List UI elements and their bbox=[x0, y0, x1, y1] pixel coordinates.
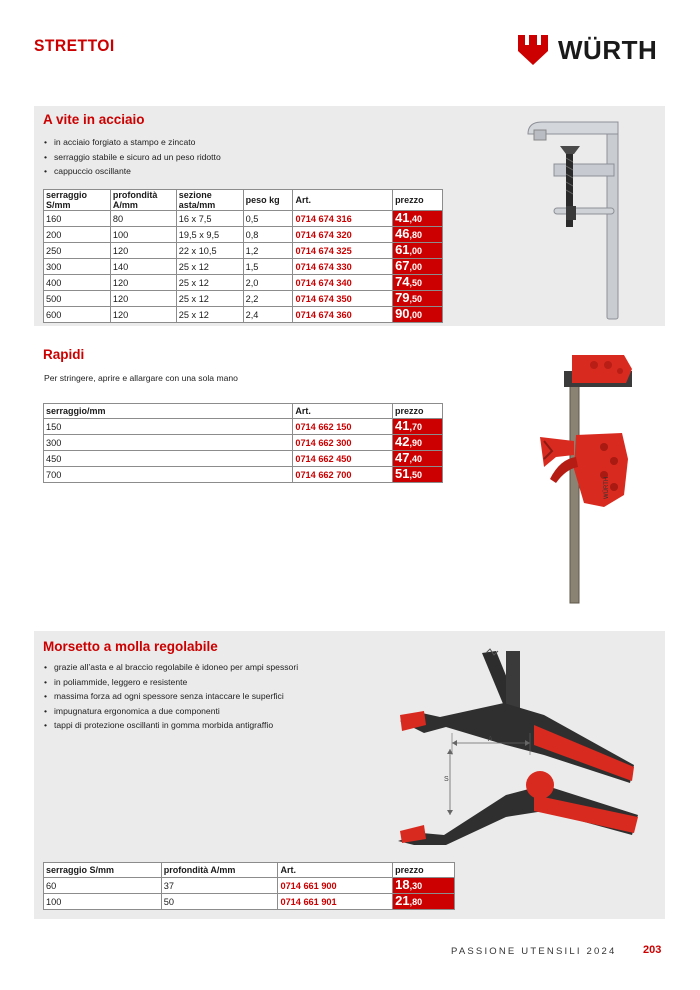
article-number: 0714 674 325 bbox=[293, 243, 393, 259]
table-row bbox=[44, 419, 443, 435]
table-row bbox=[44, 307, 443, 323]
brand-name: WÜRTH bbox=[558, 34, 658, 65]
article-number: 0714 674 350 bbox=[293, 291, 393, 307]
table-row bbox=[44, 211, 443, 227]
price-cents: ,50 bbox=[409, 294, 423, 304]
steel-clamp-image bbox=[514, 112, 654, 322]
price-cents: ,50 bbox=[409, 278, 423, 288]
spec-cell: 2,4 bbox=[243, 307, 293, 323]
price-euros: 74 bbox=[395, 274, 410, 289]
spec-cell: 25 x 12 bbox=[176, 259, 243, 275]
article-number: 0714 674 320 bbox=[293, 227, 393, 243]
table-row bbox=[44, 259, 443, 275]
price-cents: ,80 bbox=[409, 230, 423, 240]
price-cell bbox=[393, 435, 443, 451]
price-euros: 46 bbox=[395, 226, 410, 241]
catalog-title: PASSIONE UTENSILI 2024 bbox=[451, 946, 617, 957]
spec-cell: 120 bbox=[110, 243, 176, 259]
spec-cell: 160 bbox=[44, 211, 111, 227]
section-description: Per stringere, aprire e allargare con una sola mano bbox=[44, 373, 238, 383]
price-cell bbox=[393, 227, 443, 243]
spec-cell: 300 bbox=[44, 259, 111, 275]
table-header-row bbox=[44, 404, 443, 419]
table-header-row bbox=[44, 863, 455, 878]
page-number: 203 bbox=[643, 944, 662, 956]
article-number: 0714 661 900 bbox=[278, 878, 393, 894]
feature-item: • massima forza ad ogni spessore senza intaccare le superfici bbox=[44, 689, 298, 704]
price-cell bbox=[393, 211, 443, 227]
article-number: 0714 674 340 bbox=[293, 275, 393, 291]
spec-cell: 400 bbox=[44, 275, 111, 291]
spec-cell: 500 bbox=[44, 291, 111, 307]
section-title: Morsetto a molla regolabile bbox=[43, 639, 218, 654]
column-header: peso kg bbox=[243, 190, 293, 211]
price-euros: 47 bbox=[395, 450, 410, 465]
spec-cell: 25 x 12 bbox=[176, 307, 243, 323]
spec-cell: 0,8 bbox=[243, 227, 293, 243]
article-number: 0714 661 901 bbox=[278, 894, 393, 910]
column-header: profondità A/mm bbox=[161, 863, 278, 878]
clamp-brand-label: WÜRTH bbox=[604, 476, 610, 499]
price-cents: ,40 bbox=[409, 454, 423, 464]
column-header: Art. bbox=[293, 404, 393, 419]
price-cents: ,40 bbox=[409, 214, 423, 224]
price-cell bbox=[393, 451, 443, 467]
spec-cell: 25 x 12 bbox=[176, 291, 243, 307]
product-table bbox=[43, 189, 443, 323]
article-number: 0714 674 360 bbox=[293, 307, 393, 323]
price-euros: 90 bbox=[395, 306, 410, 321]
wurth-logo bbox=[516, 33, 657, 67]
table-row bbox=[44, 275, 443, 291]
spec-cell: 120 bbox=[110, 291, 176, 307]
feature-list bbox=[44, 135, 221, 179]
table-row bbox=[44, 878, 455, 894]
spec-cell: 200 bbox=[44, 227, 111, 243]
section-title: A vite in acciaio bbox=[43, 112, 145, 127]
spec-cell: 25 x 12 bbox=[176, 275, 243, 291]
price-euros: 21 bbox=[395, 893, 410, 908]
spring-clamp-image bbox=[394, 645, 654, 845]
spec-cell: 600 bbox=[44, 307, 111, 323]
spec-cell: 100 bbox=[44, 894, 162, 910]
spec-cell: 80 bbox=[110, 211, 176, 227]
column-header: serraggio S/mm bbox=[44, 190, 111, 211]
quick-clamp-image bbox=[504, 349, 644, 609]
spec-cell: 50 bbox=[161, 894, 278, 910]
spec-cell: 2,0 bbox=[243, 275, 293, 291]
price-cell bbox=[393, 275, 443, 291]
spec-cell: 120 bbox=[110, 307, 176, 323]
column-header: Art. bbox=[278, 863, 393, 878]
dimension-s-label: S bbox=[444, 776, 449, 783]
section-title: Rapidi bbox=[43, 347, 85, 362]
feature-item: • tappi di protezione oscillanti in gomma morbida antigraffio bbox=[44, 718, 298, 733]
price-cell bbox=[393, 243, 443, 259]
article-number: 0714 662 150 bbox=[293, 419, 393, 435]
price-cell bbox=[393, 419, 443, 435]
price-euros: 67 bbox=[395, 258, 410, 273]
column-header: prezzo bbox=[393, 190, 443, 211]
spec-cell: 0,5 bbox=[243, 211, 293, 227]
column-header: Art. bbox=[293, 190, 393, 211]
price-cell bbox=[393, 894, 455, 910]
product-table bbox=[43, 403, 443, 483]
price-cents: ,70 bbox=[409, 422, 423, 432]
spec-cell: 22 x 10,5 bbox=[176, 243, 243, 259]
spec-cell: 16 x 7,5 bbox=[176, 211, 243, 227]
spec-cell: 37 bbox=[161, 878, 278, 894]
section-quick-clamps bbox=[34, 335, 665, 603]
feature-item: • grazie all’asta e al braccio regolabile è idoneo per ampi spessori bbox=[44, 660, 298, 675]
spec-cell: 2,2 bbox=[243, 291, 293, 307]
table-row bbox=[44, 451, 443, 467]
column-header: profondità A/mm bbox=[110, 190, 176, 211]
article-number: 0714 662 300 bbox=[293, 435, 393, 451]
feature-list bbox=[44, 660, 298, 733]
section-steel-screw-clamps bbox=[34, 106, 665, 326]
table-row bbox=[44, 243, 443, 259]
price-cents: ,00 bbox=[409, 310, 423, 320]
wurth-logo-icon bbox=[516, 33, 550, 67]
price-cents: ,80 bbox=[409, 897, 423, 907]
price-euros: 41 bbox=[395, 210, 410, 225]
price-cell bbox=[393, 259, 443, 275]
spec-cell: 150 bbox=[44, 419, 293, 435]
product-table bbox=[43, 862, 455, 910]
price-cents: ,00 bbox=[409, 246, 423, 256]
dimension-a-label: A bbox=[488, 736, 493, 743]
spec-cell: 19,5 x 9,5 bbox=[176, 227, 243, 243]
spec-cell: 100 bbox=[110, 227, 176, 243]
price-cell bbox=[393, 291, 443, 307]
table-row bbox=[44, 227, 443, 243]
table-row bbox=[44, 435, 443, 451]
spec-cell: 60 bbox=[44, 878, 162, 894]
page-title: STRETTOI bbox=[34, 36, 115, 55]
spec-cell: 1,5 bbox=[243, 259, 293, 275]
price-euros: 61 bbox=[395, 242, 410, 257]
column-header: prezzo bbox=[393, 863, 455, 878]
spec-cell: 450 bbox=[44, 451, 293, 467]
column-header: prezzo bbox=[393, 404, 443, 419]
price-euros: 79 bbox=[395, 290, 410, 305]
article-number: 0714 662 450 bbox=[293, 451, 393, 467]
feature-item: • in acciaio forgiato a stampo e zincato bbox=[44, 135, 221, 150]
article-number: 0714 662 700 bbox=[293, 467, 393, 483]
feature-item: • in poliammide, leggero e resistente bbox=[44, 675, 298, 690]
spec-cell: 1,2 bbox=[243, 243, 293, 259]
price-cents: ,30 bbox=[409, 881, 423, 891]
price-cell bbox=[393, 307, 443, 323]
price-cents: ,90 bbox=[409, 438, 423, 448]
section-adjustable-spring-clamp bbox=[34, 631, 665, 919]
article-number: 0714 674 330 bbox=[293, 259, 393, 275]
price-cell bbox=[393, 467, 443, 483]
spec-cell: 700 bbox=[44, 467, 293, 483]
table-row bbox=[44, 291, 443, 307]
price-euros: 18 bbox=[395, 877, 410, 892]
feature-item: • cappuccio oscillante bbox=[44, 164, 221, 179]
spec-cell: 120 bbox=[110, 275, 176, 291]
column-header: serraggio S/mm bbox=[44, 863, 162, 878]
price-euros: 42 bbox=[395, 434, 410, 449]
spec-cell: 300 bbox=[44, 435, 293, 451]
spec-cell: 250 bbox=[44, 243, 111, 259]
column-header: serraggio/mm bbox=[44, 404, 293, 419]
article-number: 0714 674 316 bbox=[293, 211, 393, 227]
table-row bbox=[44, 467, 443, 483]
price-cents: ,50 bbox=[409, 470, 423, 480]
price-cents: ,00 bbox=[409, 262, 423, 272]
table-header-row bbox=[44, 190, 443, 211]
feature-item: • impugnatura ergonomica a due componenti bbox=[44, 704, 298, 719]
spec-cell: 140 bbox=[110, 259, 176, 275]
price-euros: 41 bbox=[395, 418, 410, 433]
price-cell bbox=[393, 878, 455, 894]
table-row bbox=[44, 894, 455, 910]
price-euros: 51 bbox=[395, 466, 410, 481]
feature-item: • serraggio stabile e sicuro ad un peso ridotto bbox=[44, 150, 221, 165]
column-header: sezione asta/mm bbox=[176, 190, 243, 211]
